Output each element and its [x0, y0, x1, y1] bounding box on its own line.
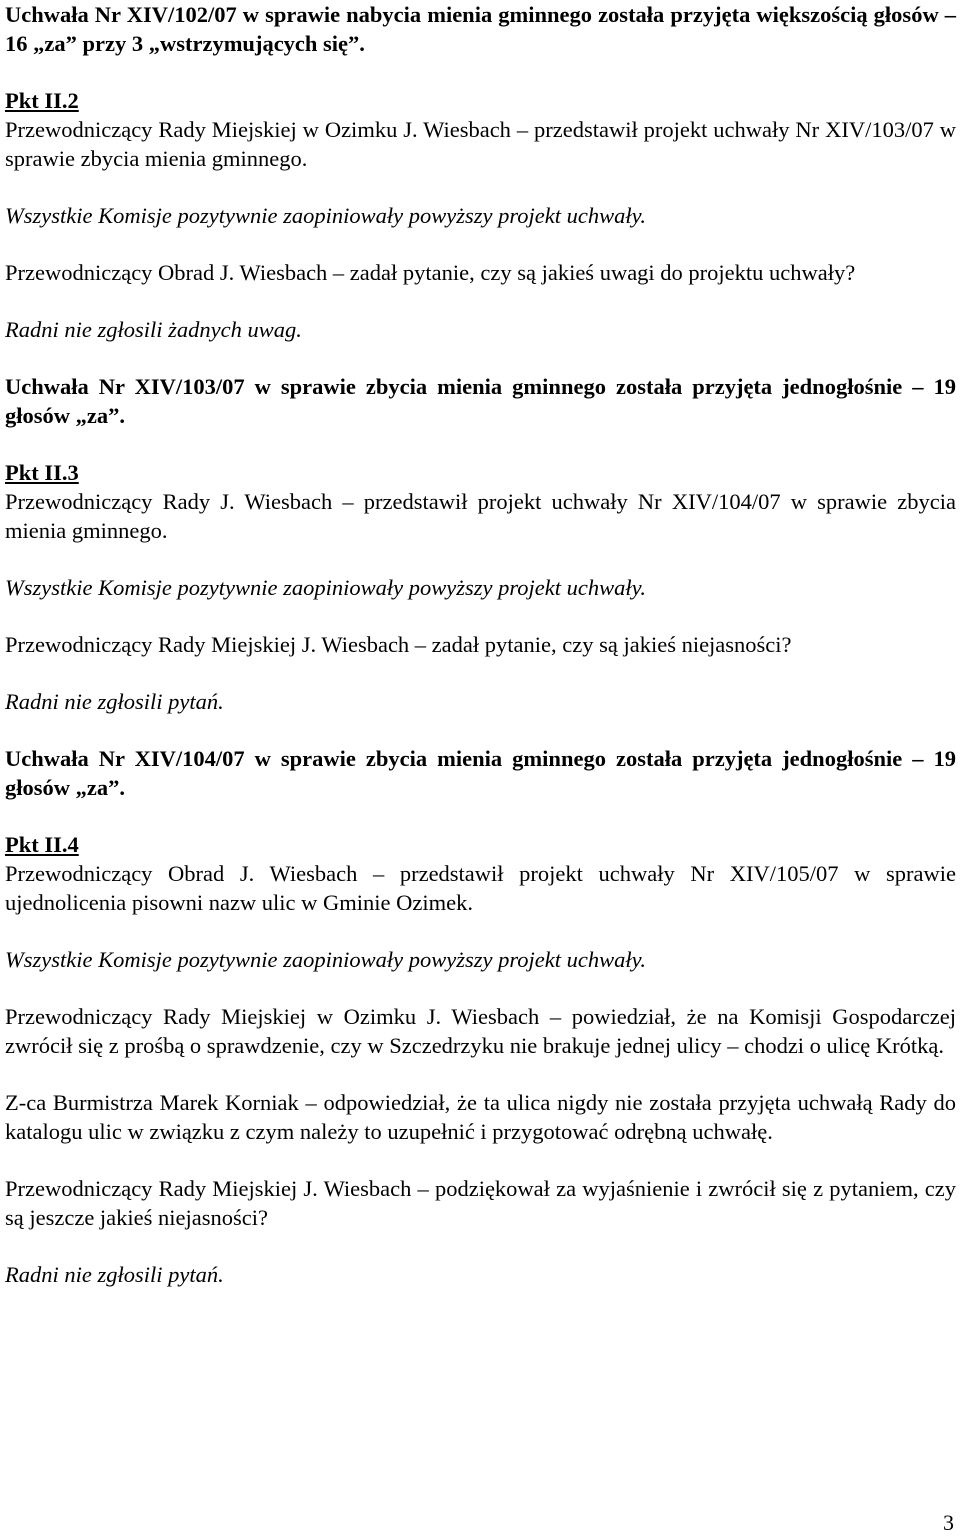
paragraph-chairman-thanks: Przewodniczący Rady Miejskiej J. Wiesbach – podziękował za wyjaśnienie i zwrócił się z pytaniem, czy są jeszcze jakieś niejasności? [5, 1176, 956, 1230]
paragraph-presentation-103: Przewodniczący Rady Miejskiej w Ozimku J. Wiesbach – przedstawił projekt uchwały Nr XIV/103/07 w sprawie zbycia mienia gminnego. [5, 117, 956, 171]
resolution-104-result: Uchwała Nr XIV/104/07 w sprawie zbycia mienia gminnego została przyjęta jednogłośnie – 19 głosów „za”. [5, 746, 956, 800]
paragraph-no-remarks: Radni nie zgłosili żadnych uwag. [5, 317, 302, 342]
paragraph-chairman-remark: Przewodniczący Rady Miejskiej w Ozimku J. Wiesbach – powiedział, że na Komisji Gospodarczej zwrócił się z prośbą o sprawdzenie, czy w Szczedrzyku nie brakuje jednej ulicy – chodzi o ulicę Krótką. [5, 1004, 956, 1058]
paragraph-question-remarks: Przewodniczący Obrad J. Wiesbach – zadał pytanie, czy są jakieś uwagi do projektu uchwały? [5, 260, 856, 285]
paragraph-question-clarity: Przewodniczący Rady Miejskiej J. Wiesbach – zadał pytanie, czy są jakieś niejasności? [5, 632, 792, 657]
paragraph-committees-opinion: Wszystkie Komisje pozytywnie zaopiniowały powyższy projekt uchwały. [5, 947, 646, 972]
resolution-102-result: Uchwała Nr XIV/102/07 w sprawie nabycia mienia gminnego została przyjęta większością głosów – 16 „za” przy 3 „wstrzymujących się”. [5, 2, 956, 56]
section-heading-ii-3: Pkt II.3 [5, 460, 79, 485]
paragraph-presentation-105: Przewodniczący Obrad J. Wiesbach – przedstawił projekt uchwały Nr XIV/105/07 w sprawie ujednolicenia pisowni nazw ulic w Gminie Ozimek. [5, 861, 956, 915]
document-page [5, 0, 956, 1289]
paragraph-no-questions: Radni nie zgłosili pytań. [5, 1262, 224, 1287]
paragraph-no-questions: Radni nie zgłosili pytań. [5, 689, 224, 714]
section-heading-ii-2: Pkt II.2 [5, 88, 79, 113]
section-heading-ii-4: Pkt II.4 [5, 832, 79, 857]
page-number: 3 [943, 1510, 954, 1535]
paragraph-committees-opinion: Wszystkie Komisje pozytywnie zaopiniowały powyższy projekt uchwały. [5, 203, 646, 228]
paragraph-deputy-mayor-reply: Z-ca Burmistrza Marek Korniak – odpowiedział, że ta ulica nigdy nie została przyjęta uchwałą Rady do katalogu ulic w związku z czym należy to uzupełnić i przygotować odrębną uchwałę. [5, 1090, 956, 1144]
resolution-103-result: Uchwała Nr XIV/103/07 w sprawie zbycia mienia gminnego została przyjęta jednogłośnie – 19 głosów „za”. [5, 374, 956, 428]
paragraph-committees-opinion: Wszystkie Komisje pozytywnie zaopiniowały powyższy projekt uchwały. [5, 575, 646, 600]
paragraph-presentation-104: Przewodniczący Rady J. Wiesbach – przedstawił projekt uchwały Nr XIV/104/07 w sprawie zbycia mienia gminnego. [5, 489, 956, 543]
